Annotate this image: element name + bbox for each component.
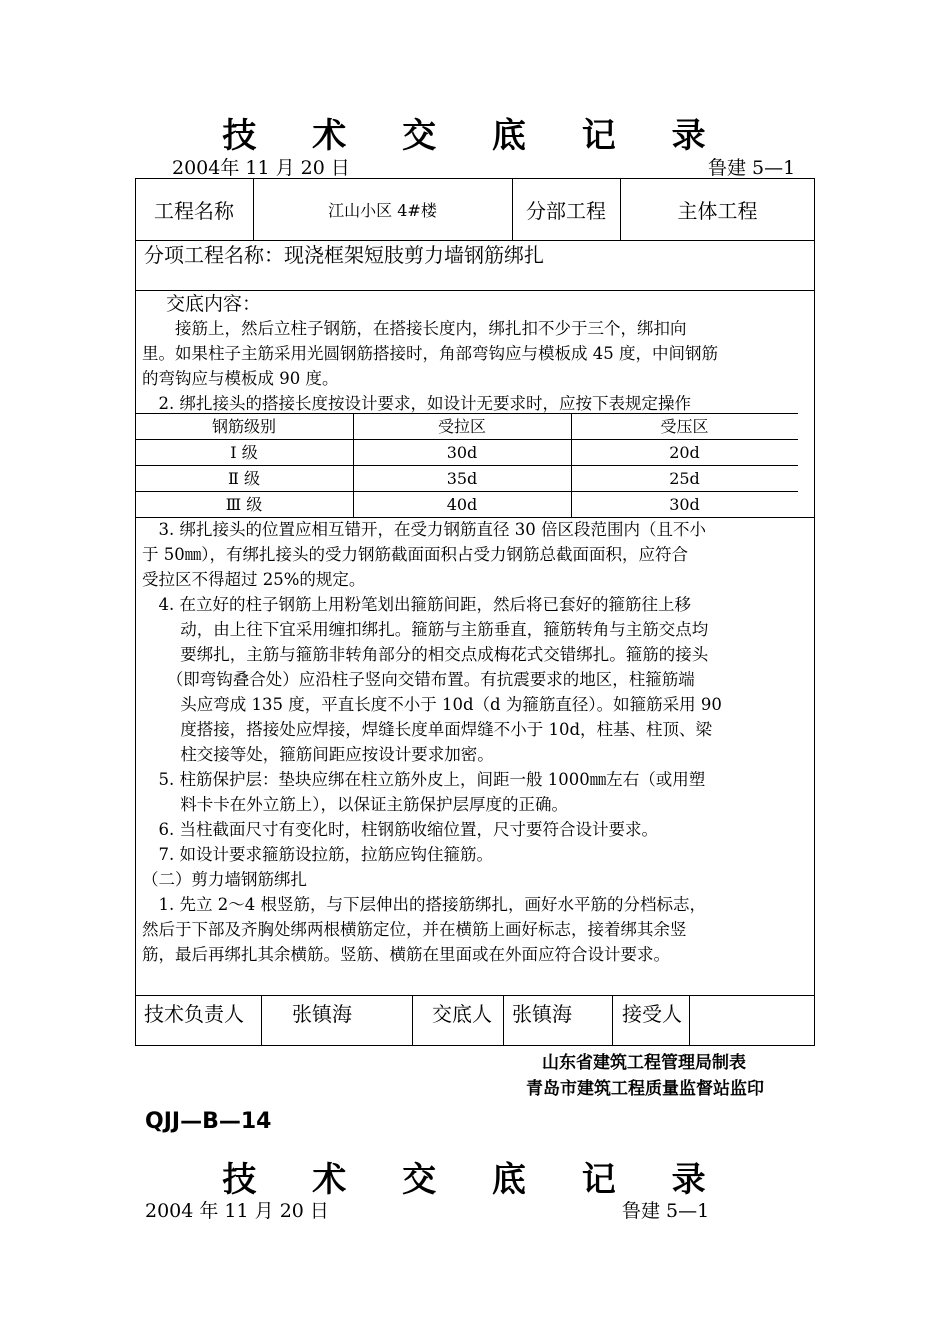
signature-col-divider — [503, 995, 504, 1046]
project-name-label: 工程名称 — [154, 198, 234, 223]
disclosure-date-2: 2004 年 11 月 20 日 — [145, 1200, 329, 1222]
lap-table-cell: 35d — [446, 469, 478, 488]
division-value: 主体工程 — [677, 198, 758, 223]
lap-table-header: 钢筋级别 — [211, 417, 276, 436]
form-code-label-2: 鲁建 5—1 — [622, 1200, 710, 1222]
content-line: 1. 先立 2～4 根竖筋，与下层伸出的搭接筋绑扎，画好水平筋的分档标志， — [142, 895, 706, 914]
signature-col-divider — [261, 995, 262, 1046]
discloser-signature: 张镇海 — [512, 1002, 572, 1026]
content-line: 受拉区不得超过 25%的规定。 — [142, 570, 366, 589]
content-line: 柱交接等处，箍筋间距应按设计要求加密。 — [142, 745, 494, 764]
form-code-label: 鲁建 5—1 — [708, 157, 796, 179]
tech-lead-label: 技术负责人 — [144, 1002, 244, 1026]
content-line: 然后于下部及齐胸处绑两根横筋定位，并在横筋上画好标志，接着绑其余竖 — [142, 920, 687, 939]
lap-table-cell: Ⅰ 级 — [230, 443, 258, 462]
tech-lead-signature: 张镇海 — [292, 1002, 352, 1026]
signature-col-divider — [412, 995, 413, 1046]
content-line: 2. 绑扎接头的搭接长度按设计要求，如设计无要求时，应按下表规定操作 — [142, 394, 691, 413]
content-line: （即弯钩叠合处）应沿柱子竖向交错布置。有抗震要求的地区，柱箍筋端 — [142, 670, 695, 689]
content-line: 于 50㎜），有绑扎接头的受力钢筋截面面积占受力钢筋总截面面积，应符合 — [142, 545, 688, 564]
signature-col-divider — [689, 995, 690, 1046]
lap-length-table — [135, 413, 798, 517]
content-line: 接筋上，然后立柱子钢筋，在搭接长度内，绑扎扣不少于三个，绑扣向 — [142, 319, 687, 338]
discloser-label: 交底人 — [432, 1002, 492, 1026]
signature-col-divider — [612, 995, 613, 1046]
form-number: QJJ—B—14 — [145, 1109, 272, 1134]
content-line: 6. 当柱截面尺寸有变化时，柱钢筋收缩位置，尺寸要符合设计要求。 — [142, 820, 658, 839]
content-line: 料卡卡在外立筋上），以保证主筋保护层厚度的正确。 — [142, 795, 568, 814]
subitem-name: 分项工程名称：现浇框架短肢剪力墙钢筋绑扎 — [144, 243, 544, 267]
content-line: 动，由上往下宜采用缠扣绑扎。箍筋与主筋垂直，箍筋转角与主筋交点均 — [142, 620, 709, 639]
supervisor-line: 青岛市建筑工程质量监督站监印 — [526, 1079, 764, 1099]
content-line: 要绑扎，主筋与箍筋非转角部分的相交点成梅花式交错绑扎。箍筋的接头 — [142, 645, 709, 664]
receiver-label: 接受人 — [622, 1002, 682, 1026]
lap-table-cell: 30d — [446, 443, 478, 462]
issuer-line: 山东省建筑工程管理局制表 — [542, 1053, 746, 1073]
content-line: 里。如果柱子主筋采用光圆钢筋搭接时，角部弯钩应与模板成 45 度，中间钢筋 — [142, 344, 718, 363]
lap-table-header: 受拉区 — [437, 417, 486, 436]
lap-table-cell: Ⅱ 级 — [228, 469, 260, 488]
content-line: 4. 在立好的柱子钢筋上用粉笔划出箍筋间距，然后将已套好的箍筋往上移 — [142, 595, 691, 614]
content-line: 筋，最后再绑扎其余横筋。竖筋、横筋在里面或在外面应符合设计要求。 — [142, 945, 670, 964]
lap-table-cell: 40d — [446, 495, 478, 514]
lap-table-cell: 20d — [669, 443, 700, 462]
content-line: （二）剪力墙钢筋绑扎 — [142, 870, 307, 889]
lap-table-cell: 25d — [669, 469, 700, 488]
content-label: 交底内容： — [166, 293, 262, 315]
project-name-value: 江山小区 4#楼 — [328, 200, 437, 220]
content-line: 3. 绑扎接头的位置应相互错开，在受力钢筋直径 30 倍区段范围内（且不小 — [142, 520, 706, 539]
lap-table-header: 受压区 — [660, 417, 709, 436]
document-title-2: 技 术 交 底 记 录 — [222, 1160, 728, 1200]
document-title: 技 术 交 底 记 录 — [222, 116, 728, 156]
subitem-row-divider — [135, 290, 815, 291]
signature-row-divider — [135, 995, 815, 996]
content-line: 的弯钩应与模板成 90 度。 — [142, 369, 339, 388]
content-line: 度搭接，搭接处应焊接，焊缝长度单面焊缝不小于 10d，柱基、柱顶、梁 — [142, 720, 713, 739]
content-line: 5. 柱筋保护层：垫块应绑在柱立筋外皮上，间距一般 1000㎜左右（或用塑 — [142, 770, 706, 789]
content-line: 7. 如设计要求箍筋设拉筋，拉筋应钩住箍筋。 — [142, 845, 493, 864]
lap-table-cell: Ⅲ 级 — [225, 495, 263, 514]
disclosure-date: 2004年 11 月 20 日 — [172, 157, 350, 179]
content-line: 头应弯成 135 度，平直长度不小于 10d（d 为箍筋直径）。如箍筋采用 90 — [142, 695, 722, 714]
division-label: 分部工程 — [526, 198, 606, 223]
lap-table-cell: 30d — [669, 495, 700, 514]
